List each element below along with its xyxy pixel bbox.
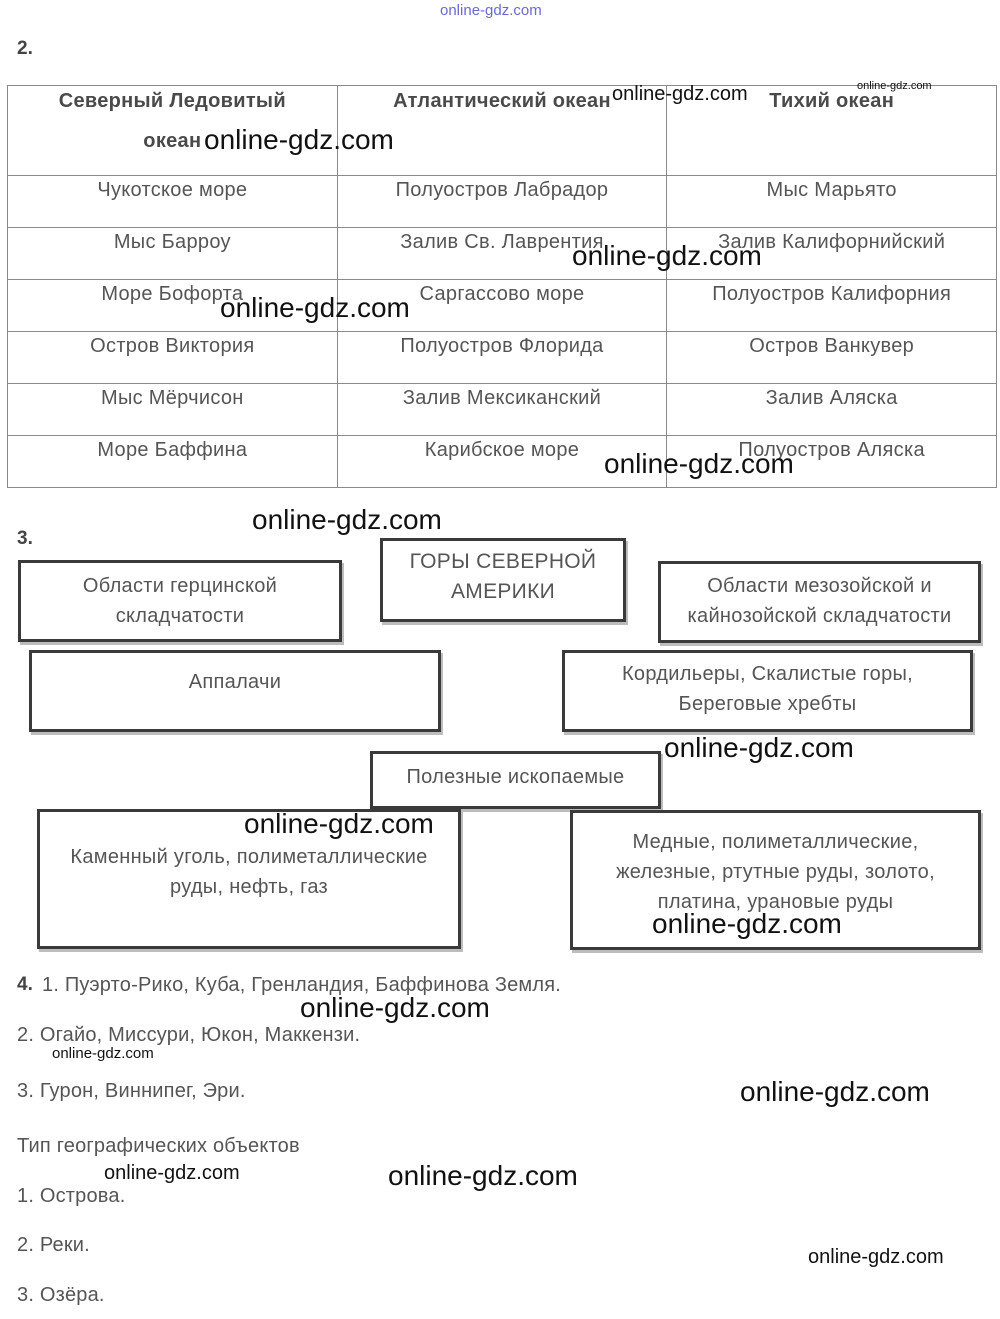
west-minerals-line3: платина, урановые руды bbox=[657, 891, 894, 913]
cordillera-line2: Береговые хребты bbox=[678, 693, 857, 715]
table-cell: Залив Св. Лаврентия bbox=[337, 228, 667, 280]
east-minerals-line2: руды, нефть, газ bbox=[170, 876, 328, 898]
oceans-table bbox=[7, 85, 997, 488]
mesozoic-box bbox=[658, 561, 981, 643]
table-cell: Чукотское море bbox=[8, 176, 338, 228]
west-minerals-line1: Медные, полиметаллические, bbox=[632, 831, 919, 853]
table-row bbox=[8, 280, 997, 332]
table-cell: Мыс Марьято bbox=[667, 176, 997, 228]
type-heading: Тип географических объектов bbox=[17, 1135, 300, 1157]
header-arctic-line2: океан bbox=[143, 130, 202, 152]
watermark: online-gdz.com bbox=[204, 124, 394, 155]
watermark: online-gdz.com bbox=[300, 992, 490, 1023]
watermark: online-gdz.com bbox=[572, 240, 762, 271]
minerals-box bbox=[370, 751, 661, 809]
table-row bbox=[8, 228, 997, 280]
table-row bbox=[8, 436, 997, 488]
hercynian-line1: Области герцинской bbox=[82, 575, 278, 597]
watermark: online-gdz.com bbox=[612, 83, 748, 105]
header-pacific: Тихий океан bbox=[667, 86, 997, 176]
type-line-2: 2. Реки. bbox=[17, 1234, 90, 1256]
table-cell: Полуостров Лабрадор bbox=[337, 176, 667, 228]
watermark: online-gdz.com bbox=[104, 1162, 240, 1184]
table-cell: Залив Калифорнийский bbox=[667, 228, 997, 280]
hercynian-line2: складчатости bbox=[115, 605, 245, 627]
table-cell: Полуостров Аляска bbox=[667, 436, 997, 488]
table-cell: Море Баффина bbox=[8, 436, 338, 488]
appalachians-box bbox=[29, 650, 441, 732]
table-cell: Полуостров Калифорния bbox=[667, 280, 997, 332]
cordillera-box bbox=[562, 650, 973, 732]
header-arctic-line1: Северный Ледовитый bbox=[58, 90, 286, 112]
mountains-line2: АМЕРИКИ bbox=[450, 580, 556, 603]
watermark: online-gdz.com bbox=[388, 1160, 578, 1191]
table-row bbox=[8, 332, 997, 384]
table-cell: Море Бофорта bbox=[8, 280, 338, 332]
minerals-label: Полезные ископаемые bbox=[406, 766, 625, 788]
section-3-number: 3. bbox=[17, 528, 33, 549]
table-cell: Залив Мексиканский bbox=[337, 384, 667, 436]
table-cell: Остров Виктория bbox=[8, 332, 338, 384]
east-minerals-line1: Каменный уголь, полиметаллические bbox=[70, 846, 428, 868]
table-cell: Мыс Мёрчисон bbox=[8, 384, 338, 436]
watermark: online-gdz.com bbox=[604, 448, 794, 479]
west-minerals-line2: железные, ртутные руды, золото, bbox=[616, 861, 935, 883]
answer-line-1: 1. Пуэрто-Рико, Куба, Гренландия, Баффинова Земля. bbox=[42, 974, 562, 996]
section-2-number: 2. bbox=[17, 38, 33, 59]
watermark: online-gdz.com bbox=[652, 908, 842, 939]
mountains-title-box bbox=[380, 538, 626, 622]
cordillera-line1: Кордильеры, Скалистые горы, bbox=[621, 663, 914, 685]
header-atlantic: Атлантический океан bbox=[337, 86, 667, 176]
table-cell: Остров Ванкувер bbox=[667, 332, 997, 384]
mountains-line1: ГОРЫ СЕВЕРНОЙ bbox=[409, 550, 597, 573]
top-watermark: online-gdz.com bbox=[440, 2, 542, 19]
table-cell: Мыс Барроу bbox=[8, 228, 338, 280]
answer-line-3: 3. Гурон, Виннипег, Эри. bbox=[17, 1080, 246, 1102]
type-line-1: 1. Острова. bbox=[17, 1185, 126, 1207]
watermark: online-gdz.com bbox=[740, 1076, 930, 1107]
table-row bbox=[8, 176, 997, 228]
table-cell: Саргассово море bbox=[337, 280, 667, 332]
table-cell: Залив Аляска bbox=[667, 384, 997, 436]
mesozoic-line1: Области мезозойской и bbox=[707, 575, 932, 597]
watermark: online-gdz.com bbox=[857, 80, 932, 92]
table-header-row bbox=[8, 86, 997, 176]
watermark: online-gdz.com bbox=[52, 1045, 154, 1062]
section-4-number: 4. bbox=[17, 974, 33, 995]
watermark: online-gdz.com bbox=[664, 732, 854, 763]
hercynian-box bbox=[18, 560, 342, 642]
mesozoic-line2: кайнозойской складчатости bbox=[687, 605, 952, 627]
appalachians-label: Аппалачи bbox=[188, 671, 282, 693]
table-row bbox=[8, 384, 997, 436]
watermark: online-gdz.com bbox=[244, 808, 434, 839]
watermark: online-gdz.com bbox=[220, 292, 410, 323]
watermark: online-gdz.com bbox=[808, 1246, 944, 1268]
answer-line-2: 2. Огайо, Миссури, Юкон, Маккензи. bbox=[17, 1024, 361, 1046]
table-cell: Полуостров Флорида bbox=[337, 332, 667, 384]
table-cell: Карибское море bbox=[337, 436, 667, 488]
type-line-3: 3. Озёра. bbox=[17, 1284, 105, 1306]
watermark: online-gdz.com bbox=[252, 504, 442, 535]
